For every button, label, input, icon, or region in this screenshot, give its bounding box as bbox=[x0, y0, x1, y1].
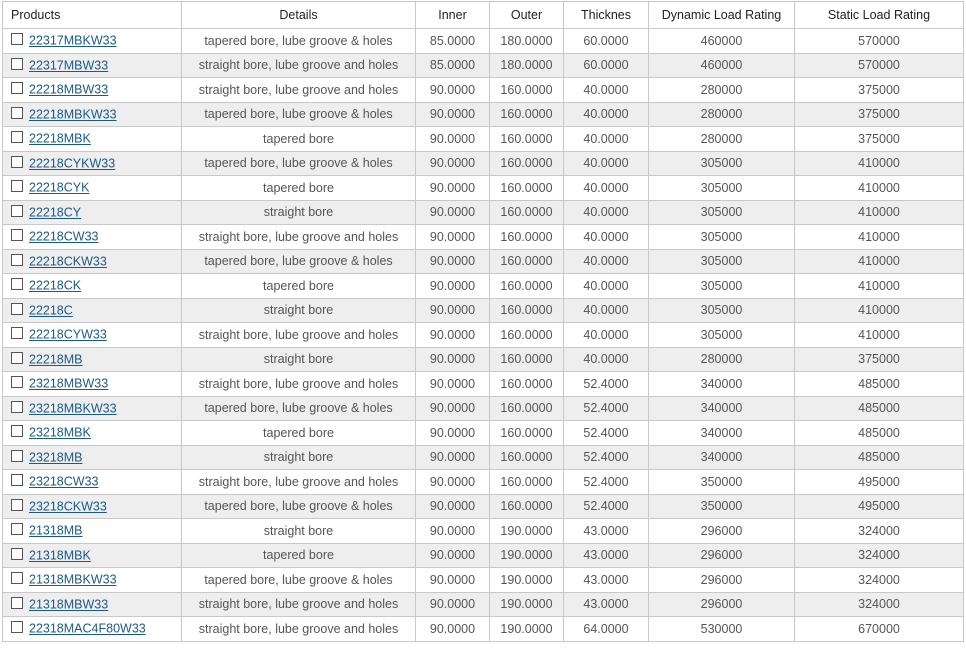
product-cell bbox=[3, 53, 182, 78]
product-checkbox[interactable] bbox=[11, 376, 23, 388]
dynamic-load-cell: 460000 bbox=[649, 29, 795, 54]
static-load-cell: 495000 bbox=[795, 494, 964, 519]
thickness-cell: 43.0000 bbox=[564, 592, 649, 617]
thickness-cell: 60.0000 bbox=[564, 53, 649, 78]
product-checkbox[interactable] bbox=[11, 58, 23, 70]
table-header-row bbox=[3, 2, 964, 29]
product-checkbox[interactable] bbox=[11, 352, 23, 364]
product-cell bbox=[3, 274, 182, 299]
dynamic-load-cell: 305000 bbox=[649, 176, 795, 201]
product-checkbox[interactable] bbox=[11, 131, 23, 143]
static-load-cell: 410000 bbox=[795, 274, 964, 299]
details-cell: straight bore, lube groove and holes bbox=[182, 323, 416, 348]
static-load-cell: 485000 bbox=[795, 396, 964, 421]
product-cell bbox=[3, 421, 182, 446]
thickness-cell: 40.0000 bbox=[564, 200, 649, 225]
outer-cell: 160.0000 bbox=[490, 445, 564, 470]
dynamic-load-cell: 280000 bbox=[649, 78, 795, 103]
header-outer: Outer bbox=[490, 2, 564, 29]
outer-cell: 190.0000 bbox=[490, 617, 564, 642]
static-load-cell: 410000 bbox=[795, 225, 964, 250]
outer-cell: 190.0000 bbox=[490, 592, 564, 617]
inner-cell: 90.0000 bbox=[416, 519, 490, 544]
product-link[interactable]: 21318MBW33 bbox=[29, 597, 109, 612]
product-link[interactable]: 22218MBW33 bbox=[29, 83, 109, 98]
product-cell bbox=[3, 127, 182, 152]
product-cell bbox=[3, 543, 182, 568]
product-link[interactable]: 23218CW33 bbox=[29, 475, 99, 490]
outer-cell: 160.0000 bbox=[490, 249, 564, 274]
static-load-cell: 485000 bbox=[795, 372, 964, 397]
product-link[interactable]: 23218MBKW33 bbox=[29, 401, 117, 416]
thickness-cell: 40.0000 bbox=[564, 249, 649, 274]
inner-cell: 90.0000 bbox=[416, 617, 490, 642]
product-cell bbox=[3, 151, 182, 176]
thickness-cell: 52.4000 bbox=[564, 421, 649, 446]
table-row bbox=[3, 592, 964, 617]
details-cell: straight bore, lube groove and holes bbox=[182, 78, 416, 103]
details-cell: straight bore, lube groove and holes bbox=[182, 617, 416, 642]
details-cell: tapered bore bbox=[182, 127, 416, 152]
inner-cell: 90.0000 bbox=[416, 396, 490, 421]
header-thickness: Thicknes bbox=[564, 2, 649, 29]
product-checkbox[interactable] bbox=[11, 597, 23, 609]
static-load-cell: 410000 bbox=[795, 298, 964, 323]
inner-cell: 90.0000 bbox=[416, 568, 490, 593]
dynamic-load-cell: 296000 bbox=[649, 568, 795, 593]
dynamic-load-cell: 350000 bbox=[649, 494, 795, 519]
product-link[interactable]: 22218CKW33 bbox=[29, 254, 107, 269]
thickness-cell: 40.0000 bbox=[564, 323, 649, 348]
product-link[interactable]: 22218C bbox=[29, 303, 73, 318]
outer-cell: 160.0000 bbox=[490, 102, 564, 127]
outer-cell: 160.0000 bbox=[490, 151, 564, 176]
product-cell bbox=[3, 29, 182, 54]
outer-cell: 190.0000 bbox=[490, 519, 564, 544]
header-dynamic-load-rating: Dynamic Load Rating bbox=[649, 2, 795, 29]
products-table bbox=[2, 1, 964, 642]
inner-cell: 90.0000 bbox=[416, 127, 490, 152]
outer-cell: 180.0000 bbox=[490, 29, 564, 54]
details-cell: straight bore bbox=[182, 347, 416, 372]
thickness-cell: 52.4000 bbox=[564, 494, 649, 519]
product-link[interactable]: 23218MBK bbox=[29, 426, 91, 441]
product-checkbox[interactable] bbox=[11, 572, 23, 584]
product-link[interactable]: 22218MBK bbox=[29, 132, 91, 147]
inner-cell: 90.0000 bbox=[416, 151, 490, 176]
inner-cell: 90.0000 bbox=[416, 494, 490, 519]
table-row bbox=[3, 445, 964, 470]
table-row bbox=[3, 470, 964, 495]
dynamic-load-cell: 305000 bbox=[649, 249, 795, 274]
product-checkbox[interactable] bbox=[11, 278, 23, 290]
product-cell bbox=[3, 78, 182, 103]
outer-cell: 160.0000 bbox=[490, 200, 564, 225]
table-row bbox=[3, 396, 964, 421]
outer-cell: 190.0000 bbox=[490, 568, 564, 593]
header-details: Details bbox=[182, 2, 416, 29]
table-row bbox=[3, 127, 964, 152]
dynamic-load-cell: 280000 bbox=[649, 102, 795, 127]
dynamic-load-cell: 530000 bbox=[649, 617, 795, 642]
details-cell: tapered bore, lube groove & holes bbox=[182, 151, 416, 176]
inner-cell: 90.0000 bbox=[416, 78, 490, 103]
static-load-cell: 324000 bbox=[795, 568, 964, 593]
details-cell: straight bore, lube groove and holes bbox=[182, 470, 416, 495]
product-link[interactable]: 22317MBW33 bbox=[29, 58, 109, 73]
product-cell bbox=[3, 396, 182, 421]
static-load-cell: 410000 bbox=[795, 249, 964, 274]
thickness-cell: 43.0000 bbox=[564, 543, 649, 568]
details-cell: tapered bore bbox=[182, 421, 416, 446]
static-load-cell: 375000 bbox=[795, 347, 964, 372]
thickness-cell: 52.4000 bbox=[564, 372, 649, 397]
dynamic-load-cell: 305000 bbox=[649, 151, 795, 176]
outer-cell: 160.0000 bbox=[490, 347, 564, 372]
thickness-cell: 60.0000 bbox=[564, 29, 649, 54]
dynamic-load-cell: 350000 bbox=[649, 470, 795, 495]
outer-cell: 160.0000 bbox=[490, 78, 564, 103]
product-link[interactable]: 22218CYK bbox=[29, 181, 90, 196]
product-cell bbox=[3, 176, 182, 201]
table-row bbox=[3, 421, 964, 446]
dynamic-load-cell: 340000 bbox=[649, 372, 795, 397]
product-checkbox[interactable] bbox=[11, 474, 23, 486]
table-body bbox=[3, 29, 964, 642]
product-link[interactable]: 21318MBKW33 bbox=[29, 573, 117, 588]
inner-cell: 90.0000 bbox=[416, 445, 490, 470]
product-cell bbox=[3, 347, 182, 372]
table-row bbox=[3, 102, 964, 127]
product-link[interactable]: 23218MBW33 bbox=[29, 377, 109, 392]
product-checkbox[interactable] bbox=[11, 548, 23, 560]
details-cell: straight bore, lube groove and holes bbox=[182, 225, 416, 250]
static-load-cell: 375000 bbox=[795, 127, 964, 152]
product-checkbox[interactable] bbox=[11, 425, 23, 437]
details-cell: straight bore bbox=[182, 519, 416, 544]
static-load-cell: 570000 bbox=[795, 53, 964, 78]
static-load-cell: 495000 bbox=[795, 470, 964, 495]
inner-cell: 90.0000 bbox=[416, 274, 490, 299]
inner-cell: 90.0000 bbox=[416, 421, 490, 446]
inner-cell: 90.0000 bbox=[416, 372, 490, 397]
details-cell: straight bore, lube groove and holes bbox=[182, 592, 416, 617]
details-cell: tapered bore bbox=[182, 543, 416, 568]
product-cell bbox=[3, 568, 182, 593]
product-link[interactable]: 22318MAC4F80W33 bbox=[29, 622, 146, 637]
inner-cell: 85.0000 bbox=[416, 29, 490, 54]
product-cell bbox=[3, 617, 182, 642]
product-cell bbox=[3, 470, 182, 495]
dynamic-load-cell: 305000 bbox=[649, 274, 795, 299]
header-products: Products bbox=[3, 2, 182, 29]
outer-cell: 160.0000 bbox=[490, 372, 564, 397]
product-link[interactable]: 22218CK bbox=[29, 279, 82, 294]
table-row bbox=[3, 347, 964, 372]
table-row bbox=[3, 372, 964, 397]
static-load-cell: 570000 bbox=[795, 29, 964, 54]
table-row bbox=[3, 323, 964, 348]
table-row bbox=[3, 543, 964, 568]
thickness-cell: 40.0000 bbox=[564, 102, 649, 127]
table-row bbox=[3, 249, 964, 274]
dynamic-load-cell: 305000 bbox=[649, 323, 795, 348]
details-cell: tapered bore bbox=[182, 274, 416, 299]
product-checkbox[interactable] bbox=[11, 450, 23, 462]
product-link[interactable]: 22317MBKW33 bbox=[29, 34, 117, 49]
static-load-cell: 410000 bbox=[795, 176, 964, 201]
thickness-cell: 43.0000 bbox=[564, 568, 649, 593]
inner-cell: 85.0000 bbox=[416, 53, 490, 78]
thickness-cell: 40.0000 bbox=[564, 274, 649, 299]
inner-cell: 90.0000 bbox=[416, 298, 490, 323]
product-checkbox[interactable] bbox=[11, 82, 23, 94]
outer-cell: 160.0000 bbox=[490, 470, 564, 495]
product-cell bbox=[3, 494, 182, 519]
details-cell: tapered bore, lube groove & holes bbox=[182, 102, 416, 127]
outer-cell: 160.0000 bbox=[490, 323, 564, 348]
thickness-cell: 40.0000 bbox=[564, 347, 649, 372]
product-link[interactable]: 22218CYW33 bbox=[29, 328, 107, 343]
product-checkbox[interactable] bbox=[11, 107, 23, 119]
inner-cell: 90.0000 bbox=[416, 592, 490, 617]
static-load-cell: 410000 bbox=[795, 200, 964, 225]
outer-cell: 160.0000 bbox=[490, 127, 564, 152]
static-load-cell: 410000 bbox=[795, 151, 964, 176]
outer-cell: 180.0000 bbox=[490, 53, 564, 78]
inner-cell: 90.0000 bbox=[416, 470, 490, 495]
product-checkbox[interactable] bbox=[11, 401, 23, 413]
inner-cell: 90.0000 bbox=[416, 200, 490, 225]
details-cell: tapered bore, lube groove & holes bbox=[182, 396, 416, 421]
product-cell bbox=[3, 225, 182, 250]
details-cell: tapered bore bbox=[182, 176, 416, 201]
dynamic-load-cell: 296000 bbox=[649, 543, 795, 568]
product-link[interactable]: 22218MBKW33 bbox=[29, 107, 117, 122]
inner-cell: 90.0000 bbox=[416, 102, 490, 127]
table-row bbox=[3, 200, 964, 225]
dynamic-load-cell: 305000 bbox=[649, 225, 795, 250]
dynamic-load-cell: 340000 bbox=[649, 445, 795, 470]
inner-cell: 90.0000 bbox=[416, 225, 490, 250]
details-cell: tapered bore, lube groove & holes bbox=[182, 568, 416, 593]
details-cell: tapered bore, lube groove & holes bbox=[182, 494, 416, 519]
static-load-cell: 670000 bbox=[795, 617, 964, 642]
outer-cell: 160.0000 bbox=[490, 176, 564, 201]
thickness-cell: 43.0000 bbox=[564, 519, 649, 544]
product-cell bbox=[3, 519, 182, 544]
product-checkbox[interactable] bbox=[11, 254, 23, 266]
product-checkbox[interactable] bbox=[11, 621, 23, 633]
outer-cell: 160.0000 bbox=[490, 421, 564, 446]
thickness-cell: 40.0000 bbox=[564, 78, 649, 103]
product-cell bbox=[3, 102, 182, 127]
product-checkbox[interactable] bbox=[11, 205, 23, 217]
details-cell: tapered bore, lube groove & holes bbox=[182, 29, 416, 54]
inner-cell: 90.0000 bbox=[416, 347, 490, 372]
dynamic-load-cell: 296000 bbox=[649, 592, 795, 617]
table-row bbox=[3, 274, 964, 299]
outer-cell: 160.0000 bbox=[490, 274, 564, 299]
static-load-cell: 375000 bbox=[795, 102, 964, 127]
product-checkbox[interactable] bbox=[11, 303, 23, 315]
thickness-cell: 40.0000 bbox=[564, 127, 649, 152]
product-checkbox[interactable] bbox=[11, 327, 23, 339]
dynamic-load-cell: 340000 bbox=[649, 396, 795, 421]
details-cell: straight bore, lube groove and holes bbox=[182, 372, 416, 397]
product-checkbox[interactable] bbox=[11, 33, 23, 45]
static-load-cell: 324000 bbox=[795, 543, 964, 568]
product-link[interactable]: 21318MB bbox=[29, 524, 83, 539]
product-link[interactable]: 21318MBK bbox=[29, 548, 91, 563]
header-static-load-rating: Static Load Rating bbox=[795, 2, 964, 29]
product-link[interactable]: 22218CYKW33 bbox=[29, 156, 116, 171]
outer-cell: 190.0000 bbox=[490, 543, 564, 568]
product-link[interactable]: 22218CW33 bbox=[29, 230, 99, 245]
product-cell bbox=[3, 249, 182, 274]
dynamic-load-cell: 280000 bbox=[649, 127, 795, 152]
product-checkbox[interactable] bbox=[11, 499, 23, 511]
thickness-cell: 40.0000 bbox=[564, 225, 649, 250]
thickness-cell: 40.0000 bbox=[564, 176, 649, 201]
table-row bbox=[3, 494, 964, 519]
table-row bbox=[3, 519, 964, 544]
product-checkbox[interactable] bbox=[11, 180, 23, 192]
table-row bbox=[3, 176, 964, 201]
outer-cell: 160.0000 bbox=[490, 396, 564, 421]
thickness-cell: 52.4000 bbox=[564, 445, 649, 470]
details-cell: straight bore bbox=[182, 298, 416, 323]
dynamic-load-cell: 305000 bbox=[649, 200, 795, 225]
product-checkbox[interactable] bbox=[11, 229, 23, 241]
product-link[interactable]: 22218CY bbox=[29, 205, 82, 220]
thickness-cell: 64.0000 bbox=[564, 617, 649, 642]
static-load-cell: 375000 bbox=[795, 78, 964, 103]
details-cell: straight bore, lube groove and holes bbox=[182, 53, 416, 78]
table-row bbox=[3, 151, 964, 176]
dynamic-load-cell: 280000 bbox=[649, 347, 795, 372]
table-row bbox=[3, 78, 964, 103]
product-link[interactable]: 23218MB bbox=[29, 450, 83, 465]
static-load-cell: 324000 bbox=[795, 519, 964, 544]
static-load-cell: 485000 bbox=[795, 421, 964, 446]
product-checkbox[interactable] bbox=[11, 156, 23, 168]
product-cell bbox=[3, 200, 182, 225]
static-load-cell: 410000 bbox=[795, 323, 964, 348]
thickness-cell: 40.0000 bbox=[564, 151, 649, 176]
inner-cell: 90.0000 bbox=[416, 543, 490, 568]
outer-cell: 160.0000 bbox=[490, 298, 564, 323]
product-link[interactable]: 22218MB bbox=[29, 352, 83, 367]
inner-cell: 90.0000 bbox=[416, 323, 490, 348]
table-row bbox=[3, 298, 964, 323]
static-load-cell: 485000 bbox=[795, 445, 964, 470]
product-cell bbox=[3, 323, 182, 348]
details-cell: straight bore bbox=[182, 200, 416, 225]
thickness-cell: 52.4000 bbox=[564, 470, 649, 495]
product-checkbox[interactable] bbox=[11, 523, 23, 535]
dynamic-load-cell: 296000 bbox=[649, 519, 795, 544]
details-cell: tapered bore, lube groove & holes bbox=[182, 249, 416, 274]
table-row bbox=[3, 53, 964, 78]
table-row bbox=[3, 225, 964, 250]
dynamic-load-cell: 460000 bbox=[649, 53, 795, 78]
table-row bbox=[3, 568, 964, 593]
details-cell: straight bore bbox=[182, 445, 416, 470]
dynamic-load-cell: 305000 bbox=[649, 298, 795, 323]
outer-cell: 160.0000 bbox=[490, 494, 564, 519]
product-cell bbox=[3, 592, 182, 617]
table-row bbox=[3, 29, 964, 54]
product-cell bbox=[3, 298, 182, 323]
product-cell bbox=[3, 445, 182, 470]
inner-cell: 90.0000 bbox=[416, 249, 490, 274]
static-load-cell: 324000 bbox=[795, 592, 964, 617]
product-cell bbox=[3, 372, 182, 397]
header-inner: Inner bbox=[416, 2, 490, 29]
table-row bbox=[3, 617, 964, 642]
thickness-cell: 52.4000 bbox=[564, 396, 649, 421]
inner-cell: 90.0000 bbox=[416, 176, 490, 201]
thickness-cell: 40.0000 bbox=[564, 298, 649, 323]
outer-cell: 160.0000 bbox=[490, 225, 564, 250]
dynamic-load-cell: 340000 bbox=[649, 421, 795, 446]
product-link[interactable]: 23218CKW33 bbox=[29, 499, 107, 514]
